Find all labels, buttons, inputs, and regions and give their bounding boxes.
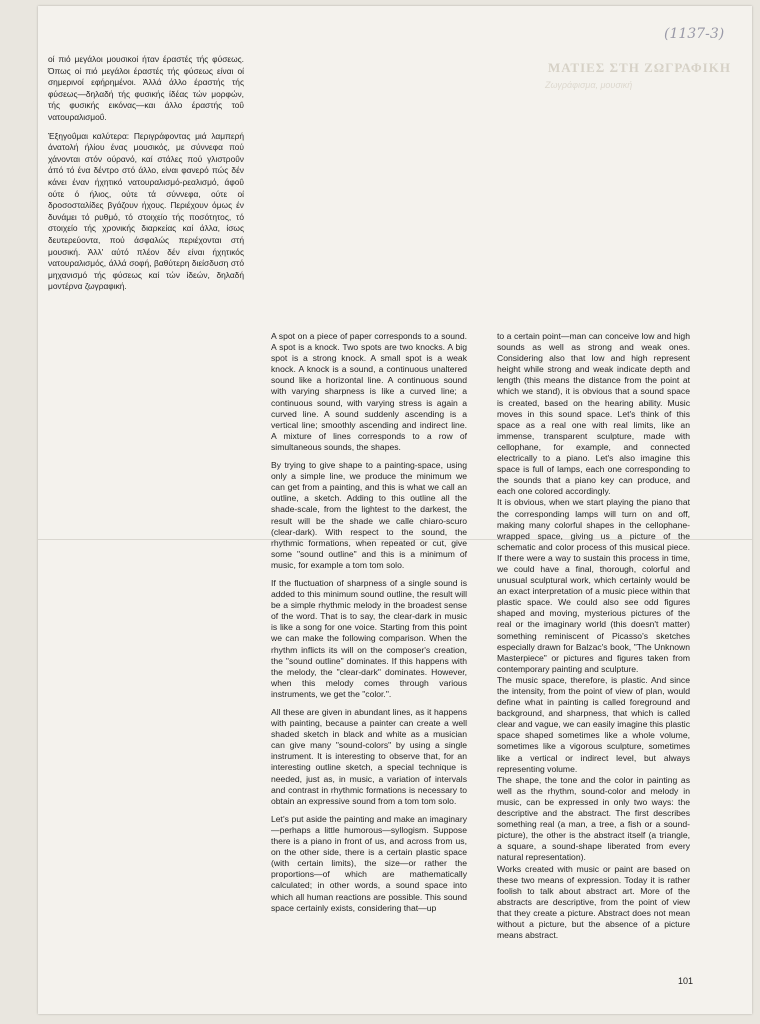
show-through-title: ΜΑΤΙΕΣ ΣΤΗ ΖΩΓΡΑΦΙΚΗ — [548, 60, 731, 75]
body-paragraph: The shape, the tone and the color in painting as well as the rhythm, sound-color and melody in music, can be expressed in only two ways: the descriptive and the abstract. The first describes something real (a man, a tree, a fish or a sound-picture), the other is the abstract itself (a triangle, a square, a sound-shape liberated from every natural representation). — [497, 774, 690, 863]
english-text-column-left — [271, 331, 467, 914]
body-paragraph: By trying to give shape to a painting-space, using only a simple line, we produce the minimum we can get from a painting, and this is what we call an outline, a sketch. Adding to this outline all the shade-scale, from the lightest to the darkest, the result will be the shade we calle chiaro-scuro (clear-dark). With respect to the sound, the rhythmic formations, when repeated or cut, give some "sound outline" and this is a minimum of music, for example a tom tom solo. — [271, 460, 467, 570]
body-paragraph: Let's put aside the painting and make an imaginary—perhaps a little humorous—syllogism. Suppose there is a piano in front of us, and across from us, on the other side, there is a certain plastic space (with certain limits), the size—or rather the proportions—of which are mathematically calculated; in other words, a sound space into which all human reactions are possible. This sound space certainly exists, considering that—up — [271, 813, 467, 913]
greek-text-column — [48, 54, 244, 300]
handwritten-note: (1137-3) — [664, 26, 725, 42]
greek-paragraph: Έξηγοΰμαι καλύτερα: Περιγράφοντας μιά λαμπερή άνατολή ήλίου ένας μουσικός, με σύννεφα πού χάνονται στόν ούρανό, καί στάλες πού γλιστροΰν άπό τό ένα δέντρο στό άλλο, είναι φανερό πώς δέν κάνει έναν ήχητικό νατουραλισμό-ρεαλισμό, άφοΰ ούτε ό ήλιος, ούτε τά σύννεφα, ούτε οί δροσοσταλίδες βγάζουν ήχους. Περιέχουν όμως έν δυνάμει τό ρυθμό, τό στοιχείο τής ποσότητος, τό στοιχείο τής χρονικής διαρκείας καί άλλα, ίσως δευτερεύοντα, πού άσφαλώς περιέχονται στή μουσική. Άλλ' αύτό πλέον δέν είναι ήχητικός νατουραλισμός, άλλά σοφή, βαθύτερη διείσδυση στό μηχανισμό τής φύσεως καί τών ίδεών, δηλαδή μοντέρνα ζωγραφική. — [48, 130, 244, 292]
body-paragraph: If the fluctuation of sharpness of a single sound is added to this minimum sound outline, the result will be a simple rhythmic melody in the broadest sense of the word. That is to say, the clear-dark in music is like a song for one voice. Starting from this point we can make the following comparison. When the rhythm inflicts its will on the composer's creation, the "sound outline" dominates. If this happens with the melody, the "clear-dark" dominates. However, when this melody comes through various instruments, we get the "color.". — [271, 577, 467, 699]
body-paragraph: The music space, therefore, is plastic. And since the intensity, from the point of view of plan, would define what in painting is called foreground and background, and sharpness, that which is called clear and vague, we can easily imagine this plastic space shaped sometimes like a whole volume, sometimes like a vigorous sculpture, sometimes like a vertical or indirect level, but always representing volume. — [497, 674, 690, 774]
body-paragraph: A spot on a piece of paper corresponds to a sound. A spot is a knock. Two spots are two knocks. A big spot is a strong knock. A small spot is a weak knock. A knock is a sound, a continuous unaltered sound like a horizontal line. A continuous sound with varying sharpness is like a curved line; a continuous sound, with varying stress is again a curved line. A sound suddenly ascending is a vertical line; smoothly ascending and indirect line. A mixture of lines corresponds to a row of simultaneous sounds, the shapes. — [271, 331, 467, 452]
english-text-column-right — [497, 331, 690, 941]
body-paragraph: It is obvious, when we start playing the piano that the corresponding lamps will turn on and off, making many colorful shapes in the cellophane-wrapped space, giving us a picture of the schematic and color process of this musical piece. If there were a way to sustain this process in time, we could have a final, thorough, colorful and unusual sculptural work, which certainly would be an exact interpretation of a music piece within that plastic space. We could also see odd figures shaped and moving, mysterious pictures of the real or the imaginary world (this doesn't matter) something reminiscent of Picasso's sketches especially drawn for Balzac's book, "The Unknown Masterpiece" or pictures and figures taken from contemporary painting and sculpture. — [497, 497, 690, 674]
body-paragraph: to a certain point—man can conceive low and high sounds as well as strong and weak ones. Considering also that low and high represent height while strong and weak indicate depth and length (this means the distance from the point at which we stand), it is obvious that a sound space is created, based on the hearing ability. Music moves in this sound space. Let's think of this space as a real one with real limits, like an immense, transparent sculpture, made with cellophane, for example, and connected electrically to a piano. Let's also imagine this space is full of lamps, each one corresponding to the sounds that a piano key can produce, and each one colored accordingly. — [497, 331, 690, 497]
body-paragraph: Works created with music or paint are based on these two means of expression. Today it is rather foolish to talk about abstract art. More of the abstracts are descriptive, from the point of view that they create a picture. Abstract does not mean without a picture, but the absence of a picture means abstract. — [497, 863, 690, 941]
show-through-subtitle: Ζωγράφισμα, μουσική — [545, 80, 633, 90]
greek-paragraph: οί πιό μεγάλοι μουσικοί ήταν έραστές τής φύσεως. Όπως οί πιό μεγάλοι έραστές τής φύσεως είναι οί σημερινοί εφήρημένοι. Άλλά άλλο έραστής τής φύσεως—δηλαδή τής φυσικής ίδέας τών μορφών, τής φυσικής εικόνας—και άλλο έραστής τοΰ νατουραλισμοΰ. — [48, 54, 244, 122]
page-number: 101 — [678, 976, 694, 986]
body-paragraph: All these are given in abundant lines, as it happens with painting, because a painter can create a well shaded sketch in black and white as a musician can give many "sound-colors" by using a single instrument. It is interesting to observe that, for an interesting outline sketch, a special technique is needed, just as, in music, a variation of intervals and contrast in rhythmic formations is necessary to obtain an expressive sound from a tom tom solo. — [271, 707, 467, 806]
